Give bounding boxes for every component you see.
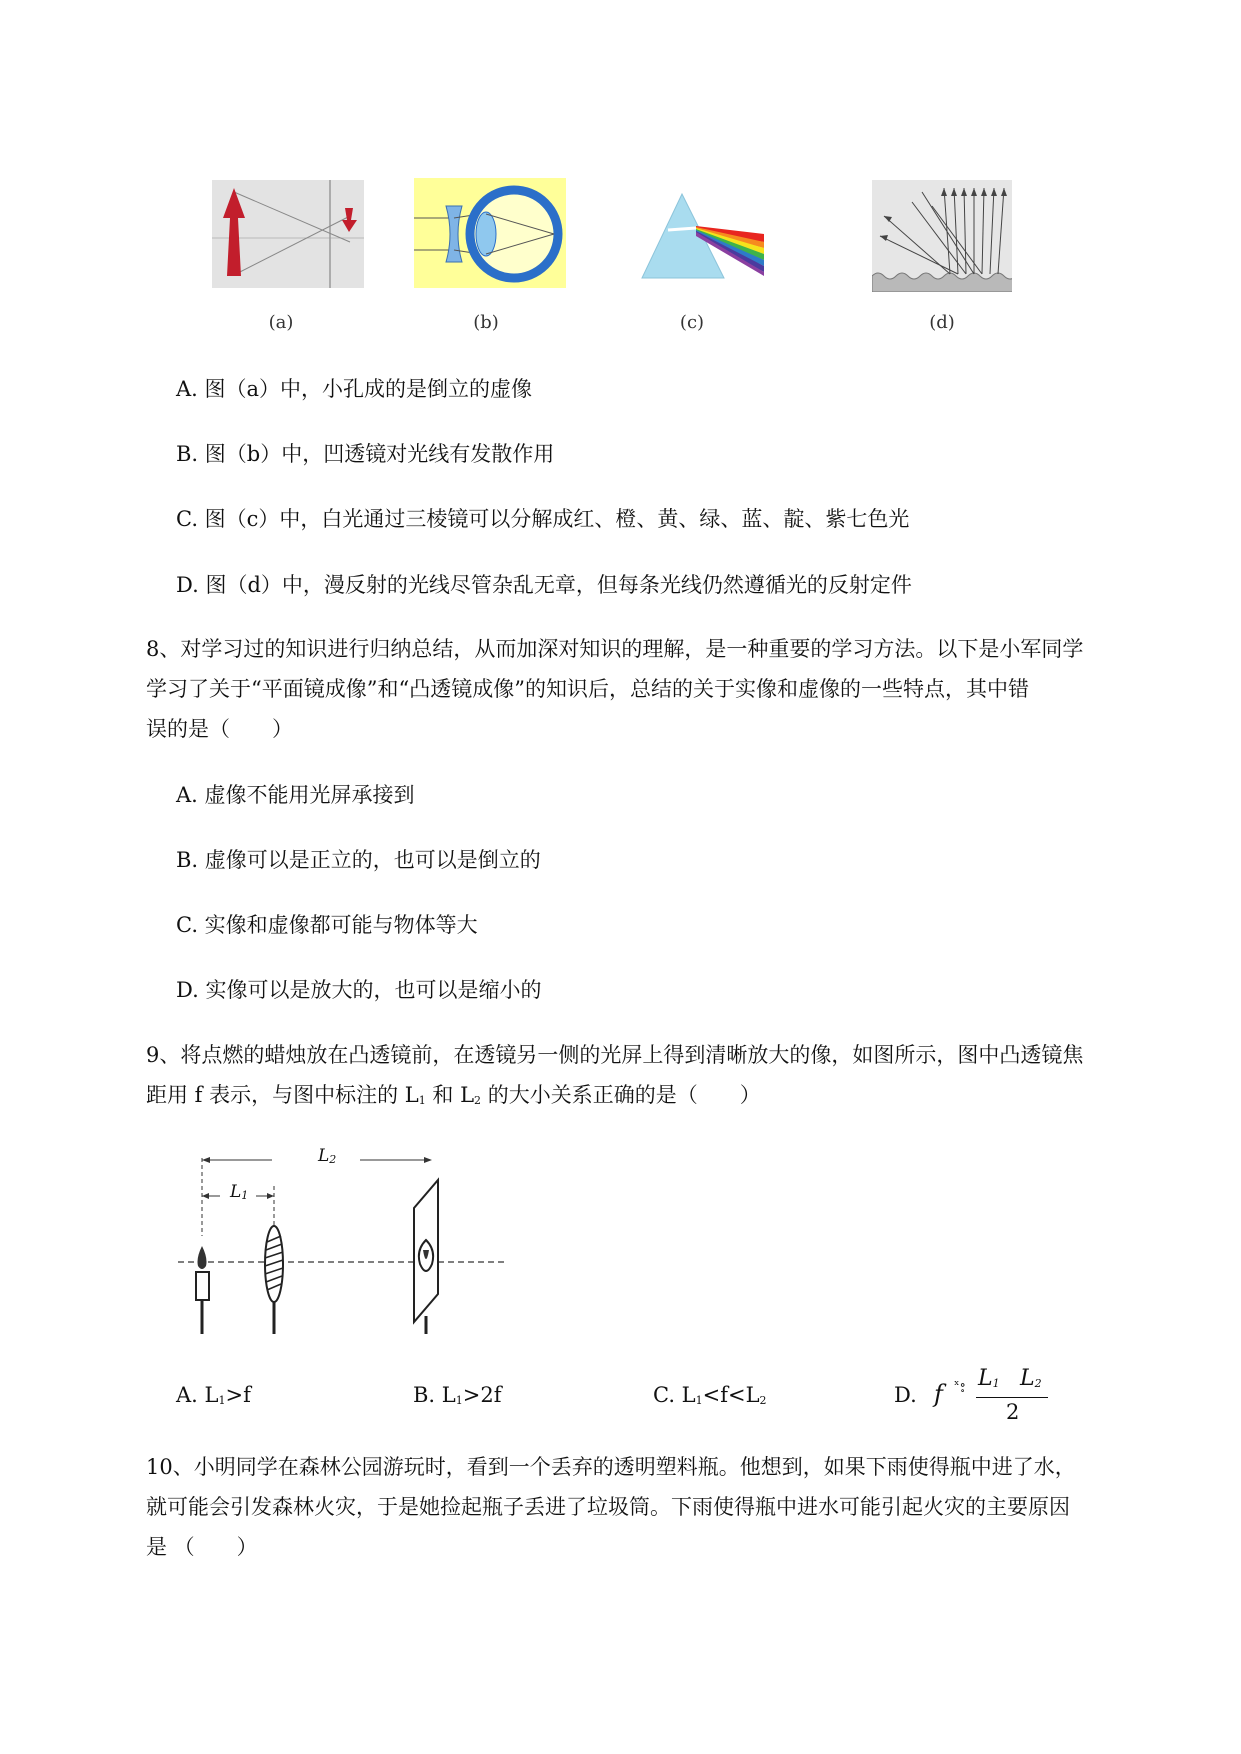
q8-stem-line-3: 误的是（ ） [146,717,293,741]
q9-option-d-num-sub-1: 1 [992,1377,1000,1390]
figure-caption-a: (a) [268,312,294,333]
q7-option-d: D. 图（d）中，漫反射的光线尽管杂乱无章，但每条光线仍然遵循光的反射定件 [176,573,912,597]
q7-option-c: C. 图（c）中，白光通过三棱镜可以分解成红、橙、黄、绿、蓝、靛、紫七色光 [176,507,910,531]
q9-option-d-num-l2-text: L [1020,1366,1035,1391]
q9-option-c-rel: <f<L [702,1383,760,1407]
q9-stem-sub-2: 2 [474,1094,482,1107]
q9-figure-label-l2-sub: 2 [329,1153,337,1166]
figure-d-diffuse-reflection [872,180,1012,292]
figure-caption-d: (d) [929,312,955,333]
q8-option-d: D. 实像可以是放大的，也可以是缩小的 [176,978,542,1002]
q9-option-d-num-sub-2: 2 [1034,1377,1042,1390]
q9-stem-line-2 [146,1080,761,1116]
figure-b-eye-lens [414,178,566,288]
q9-option-d-fraction-bar [976,1397,1048,1398]
figure-caption-c: (c) [679,312,705,333]
q9-option-c-sub-2: 2 [759,1394,767,1407]
figure-c-prism [640,190,770,286]
q9-stem-text-c: 的大小关系正确的是（ ） [481,1083,761,1107]
q9-figure-label-l2-text: L [318,1146,330,1166]
q9-figure-label-l1 [230,1182,248,1202]
q9-option-b-rel: >2f [462,1383,502,1407]
q9-option-c-sub-1: 1 [695,1394,703,1407]
q9-figure-label-l1-text: L [230,1182,242,1202]
q10-stem-line-1: 10、小明同学在森林公园游玩时，看到一个丢弃的透明塑料瓶。他想到，如果下雨使得瓶中进了水， [146,1455,1076,1479]
q9-option-d-symbol: ˣ∘̥ [954,1378,966,1393]
q9-figure-label-l1-sub: 1 [241,1189,249,1202]
q9-option-b-sub: 1 [455,1394,463,1407]
q8-option-c: C. 实像和虚像都可能与物体等大 [176,913,478,937]
q9-option-d-numerator-l2 [1020,1366,1042,1391]
q7-option-a: A. 图（a）中，小孔成的是倒立的虚像 [176,377,533,401]
q10-stem-line-3: 是 （ ） [146,1535,258,1559]
q9-figure-label-l2 [318,1146,336,1166]
q7-option-b: B. 图（b）中，凹透镜对光线有发散作用 [176,442,555,466]
q9-option-a-text: A. L [176,1383,219,1407]
q9-option-b-text: B. L [413,1383,456,1407]
q8-stem-line-2: 学习了关于“平面镜成像”和“凸透镜成像”的知识后，总结的关于实像和虚像的一些特点，其中错 [146,677,1029,701]
q8-option-b: B. 虚像可以是正立的，也可以是倒立的 [176,848,541,872]
q9-option-d-denominator: 2 [1006,1400,1020,1424]
q9-option-d-formula [934,1366,1054,1426]
q9-stem-text-a: 距用 f 表示，与图中标注的 L [146,1083,419,1107]
q9-option-a [176,1380,251,1416]
q8-option-a: A. 虚像不能用光屏承接到 [176,783,415,807]
figure-a-pinhole [212,180,364,288]
q9-option-d-num-l1-text: L [978,1366,993,1391]
q9-stem-sub-1: 1 [418,1094,426,1107]
q9-figure-candle-lens-screen [176,1146,506,1336]
q9-stem-line-1: 9、将点燃的蜡烛放在凸透镜前，在透镜另一侧的光屏上得到清晰放大的像，如图所示，图中凸透镜焦 [146,1043,1084,1067]
q9-option-a-rel: >f [225,1383,251,1407]
q8-stem-line-1: 8、对学习过的知识进行归纳总结，从而加深对知识的理解，是一种重要的学习方法。以下是小军同学 [146,637,1084,661]
q9-option-c [653,1380,767,1416]
q10-stem-line-2: 就可能会引发森林火灾，于是她捡起瓶子丢进了垃圾筒。下雨使得瓶中进水可能引起火灾的主要原因 [146,1495,1070,1519]
q9-option-a-sub: 1 [218,1394,226,1407]
q9-option-c-text: C. L [653,1383,696,1407]
q9-option-d-numerator-l1 [978,1366,1000,1391]
q9-option-d-label: D. [894,1383,917,1407]
figure-caption-b: (b) [473,312,499,333]
q9-stem-text-b: 和 L [425,1083,475,1107]
q9-option-d-f: f [934,1380,943,1408]
q9-option-b [413,1380,501,1416]
